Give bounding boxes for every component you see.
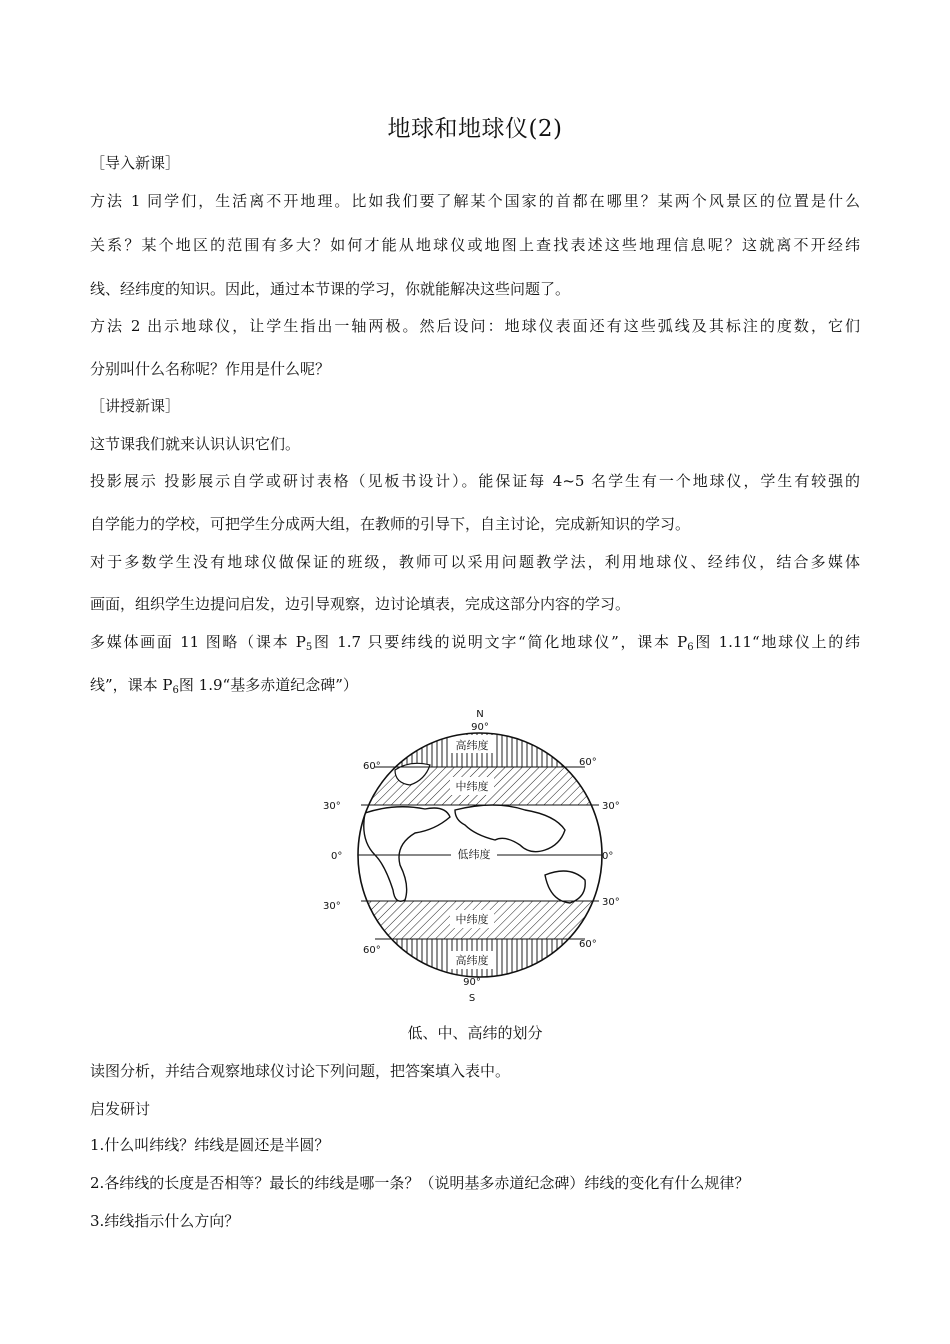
- north-label: N: [476, 709, 484, 720]
- lat30s-left-text: 30°: [323, 901, 341, 912]
- africa-shape: [364, 807, 450, 902]
- paragraph-line: 方法 2 出示地球仪，让学生指出一轴两极。然后设问：地球仪表面还有这些弧线及其标注的度数，它们: [90, 317, 860, 335]
- paragraph-line: 关系？某个地区的范围有多大？如何才能从地球仪或地图上查找表述这些地理信息呢？这就离不开经纬: [90, 236, 860, 254]
- question-1: 1.什么叫纬线？纬线是圆还是半圆？: [90, 1136, 330, 1154]
- high-zone-label-south: 高纬度: [455, 954, 489, 967]
- asia-shape: [455, 805, 565, 852]
- paragraph-line: 对于多数学生没有地球仪做保证的班级，教师可以采用问题教学法，利用地球仪、经纬仪，结合多媒体: [90, 553, 860, 571]
- section-heading-discuss: 启发研讨: [90, 1100, 151, 1118]
- page-title: 地球和地球仪(2): [387, 116, 563, 142]
- section-heading-intro: ［导入新课］: [90, 154, 181, 172]
- lat30n-right-label: 30°: [602, 801, 620, 812]
- section-heading-teach: ［讲授新课］: [90, 397, 181, 415]
- lat60s-right-label: 60°: [579, 939, 597, 950]
- paragraph-line: 这节课我们就来认识认识它们。: [90, 435, 301, 453]
- paragraph-line: 读图分析，并结合观察地球仪讨论下列问题，把答案填入表中。: [90, 1062, 511, 1080]
- mid-zone-label-south: 中纬度: [455, 913, 489, 926]
- south-label: S: [468, 993, 476, 1004]
- lat30s-right-label: 30°: [602, 897, 620, 908]
- australia-shape: [545, 871, 585, 903]
- lat60n-left-label: 60°: [363, 761, 381, 772]
- question-3: 3.纬线指示什么方向？: [90, 1212, 240, 1230]
- paragraph-line: 画面，组织学生边提问启发，边引导观察，边讨论填表，完成这部分内容的学习。: [90, 595, 631, 613]
- paragraph-line: 线”，课本 $P_6$图 1.9“基多赤道纪念碑”）: [90, 676, 358, 696]
- mid-zone-label-north: 中纬度: [455, 780, 489, 793]
- lat90n-label: 90°: [471, 722, 489, 733]
- low-zone-label: 低纬度: [457, 848, 491, 861]
- latitude-zones-figure: [323, 705, 625, 1010]
- lat0-right-label: 0°: [602, 851, 614, 862]
- lat30n-left-text: 30°: [323, 801, 341, 812]
- globe-diagram: [355, 705, 625, 1010]
- figure-caption: 低、中、高纬的划分: [407, 1024, 543, 1042]
- lat60s-left-label: 60°: [363, 945, 381, 956]
- lat60n-right-label: 60°: [579, 757, 597, 768]
- lat0-left-text: 0°: [331, 851, 343, 862]
- lat90s-label: 90°: [463, 977, 481, 988]
- question-2: 2.各纬线的长度是否相等？最长的纬线是哪一条？（说明基多赤道纪念碑）纬线的变化有什么规律？: [90, 1174, 750, 1192]
- paragraph-line: 方法 1 同学们，生活离不开地理。比如我们要了解某个国家的首都在哪里？某两个风景区的位置是什么: [90, 192, 860, 210]
- paragraph-line: 自学能力的学校，可把学生分成两大组，在教师的引导下，自主讨论，完成新知识的学习。: [90, 515, 691, 533]
- paragraph-line: 线、经纬度的知识。因此，通过本节课的学习，你就能解决这些问题了。: [90, 280, 571, 298]
- high-zone-label-north: 高纬度: [455, 739, 489, 752]
- paragraph-line: 投影展示 投影展示自学或研讨表格（见板书设计）。能保证每 4~5 名学生有一个地球仪，学生有较强的: [90, 472, 860, 490]
- paragraph-line: 多媒体画面 11 图略（课本 $P_5$图 1.7 只要纬线的说明文字“简化地球仪”，课本 $P_6$图 1.11“地球仪上的纬: [90, 633, 860, 653]
- paragraph-line: 分别叫什么名称呢？作用是什么呢？: [90, 360, 331, 378]
